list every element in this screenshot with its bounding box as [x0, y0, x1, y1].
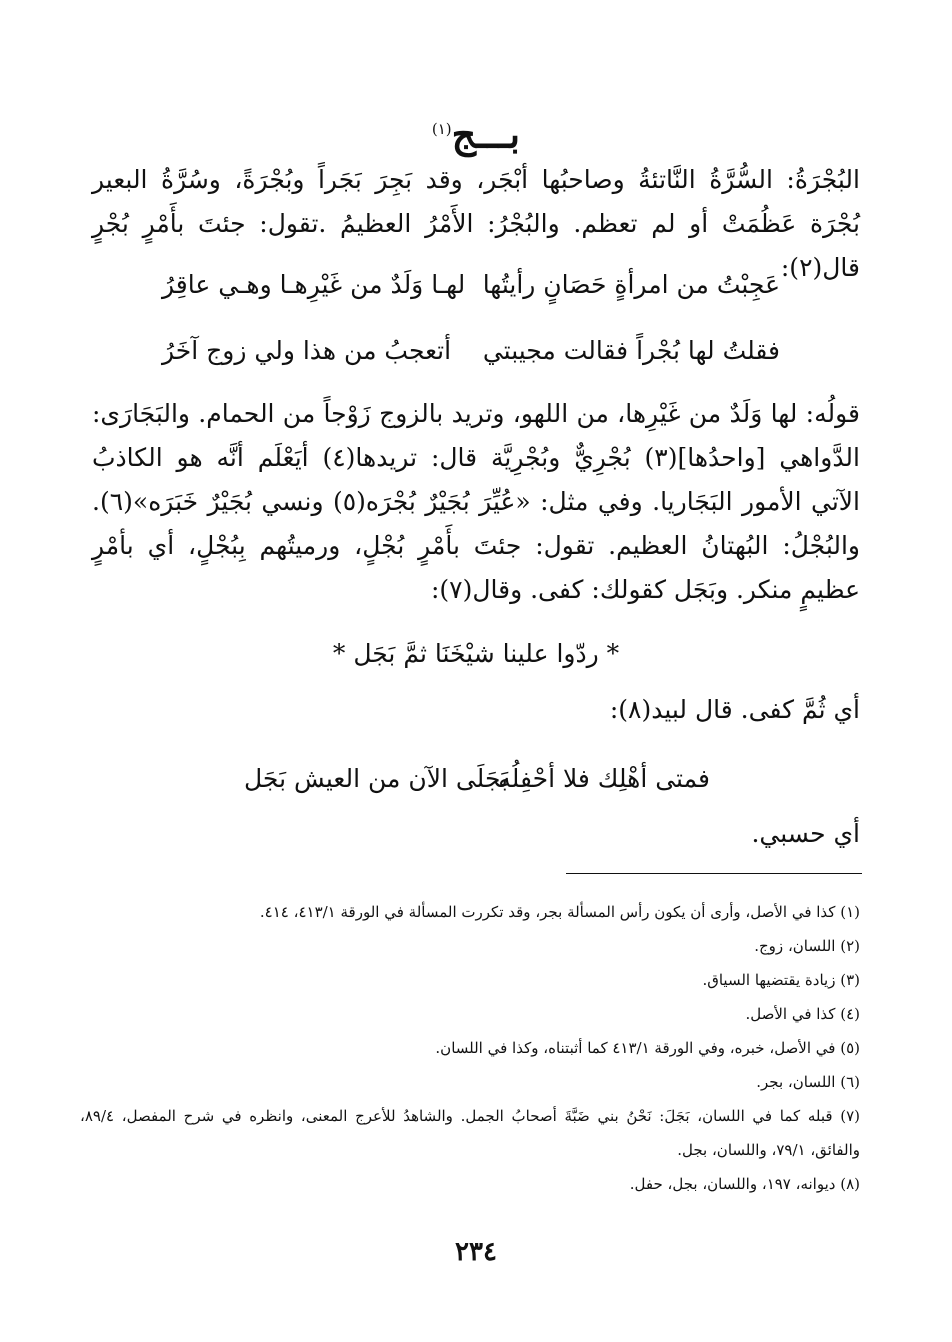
verse-1-second-hemistich: لهـا وَلَدٌ من غَيْرِهـا وهـي عاقِرُ	[162, 270, 466, 299]
footnote-5: (٥) في الأصل، خبره، وفي الورقة ٤١٣/١ كما أثبتناه، وكذا في اللسان.	[435, 1039, 860, 1057]
footnote-6: (٦) اللسان، بجر.	[756, 1073, 860, 1091]
footnote-7: (٧) قبله كما في اللسان، بَجَلَ: نَحْنُ بني ضَبَّةَ أصحابُ الجمل. والشاهدُ للأعرج المعنى، وانظره في شرح المفصل، ٨٩/٤، والفائق، ٧٩/١، واللسان، بجل.	[80, 1107, 860, 1159]
verse-line-2	[92, 328, 860, 374]
verse-2-first-hemistich: فقلتُ لها بُجْراً فقالت مجيبتي	[482, 336, 780, 365]
footnote-1: (١) كذا في الأصل، وأرى أن يكون رأس المسألة بجر، وقد تكررت المسألة في الورقة ٤١٣/١، ٤١٤.	[259, 903, 860, 921]
footnote-8: (٨) ديوانه، ١٩٧، واللسان، بجل، حفل.	[629, 1175, 860, 1193]
footnote-3: (٣) زيادة يقتضيها السياق.	[702, 971, 860, 989]
paragraph-4: أي حسبي.	[751, 819, 860, 848]
verse-line-labid	[92, 756, 860, 802]
footnote-divider	[566, 873, 862, 874]
paragraph-1: البُجْرَةُ: السُّرَّةُ النَّاتئةُ وصاحبُها أبْجَر، وقد بَجِرَ بَجَراً وبُجْرَةً، وسُرَّةُ البعير بُجْرَة عَظُمَتْ أو لم تعظم. والبُجْرُ: الأَمْرُ العظيمُ .تقول: جئتَ بأَمْرٍ بُجْرٍ قال(٢):	[92, 165, 860, 282]
quoted-half-verse: * ردّوا علينا شيْخَنَا ثمَّ بَجَل *	[332, 639, 620, 668]
verse-1-first-hemistich: عَجِبْتُ من امرأةٍ حَصَانٍ رأيتُها	[482, 270, 780, 299]
heading-footnote-ref: (١)	[431, 120, 452, 138]
footnote-2: (٢) اللسان، زوج.	[754, 937, 860, 955]
paragraph-2: قولُه: لها وَلَدٌ من غَيْرِها، من اللهو، وتريد بالزوج زَوْجاً من الحمام. والبَجَارَى: الدَّواهي [واحدُها](٣) بُجْرِيٌّ وبُجْرِيَّة قال: تريدها(٤) أيَعْلَم أنَّه هو الكاذبُ الآتي الأمور البَجَاريا. وفي مثل: «عُيِّرَ بُجَيْرٌ بُجْرَه(٥) ونسي بُجَيْرٌ خَبَرَه»(٦). والبُجْلُ: البُهتانُ العظيم. تقول: جئتَ بأَمْرٍ بُجْلٍ، ورميتُهم بِبُجْلٍ، أي بأمْرٍ عظيمٍ منكر. وبَجَل كقولك: كفى. وقال(٧):	[92, 399, 860, 604]
page-number: ٢٣٤	[455, 1237, 497, 1267]
entry-heading-text: بـــج	[451, 111, 521, 157]
footnote-4: (٤) كذا في الأصل.	[745, 1005, 860, 1023]
entry-heading	[0, 104, 952, 160]
labid-first-hemistich: فمتى أهْلِك فلا أحْفِلُه	[498, 764, 710, 793]
paragraph-3: أي ثُمَّ كفى. قال لبيد(٨):	[609, 695, 860, 724]
verse-2-second-hemistich: أتعجبُ من هذا ولي زوج آخَرُ	[162, 336, 452, 365]
labid-second-hemistich: بَجَلَى الآن من العيش بَجَل	[244, 764, 509, 793]
footnotes	[80, 895, 860, 1201]
verse-line-1	[92, 262, 860, 308]
